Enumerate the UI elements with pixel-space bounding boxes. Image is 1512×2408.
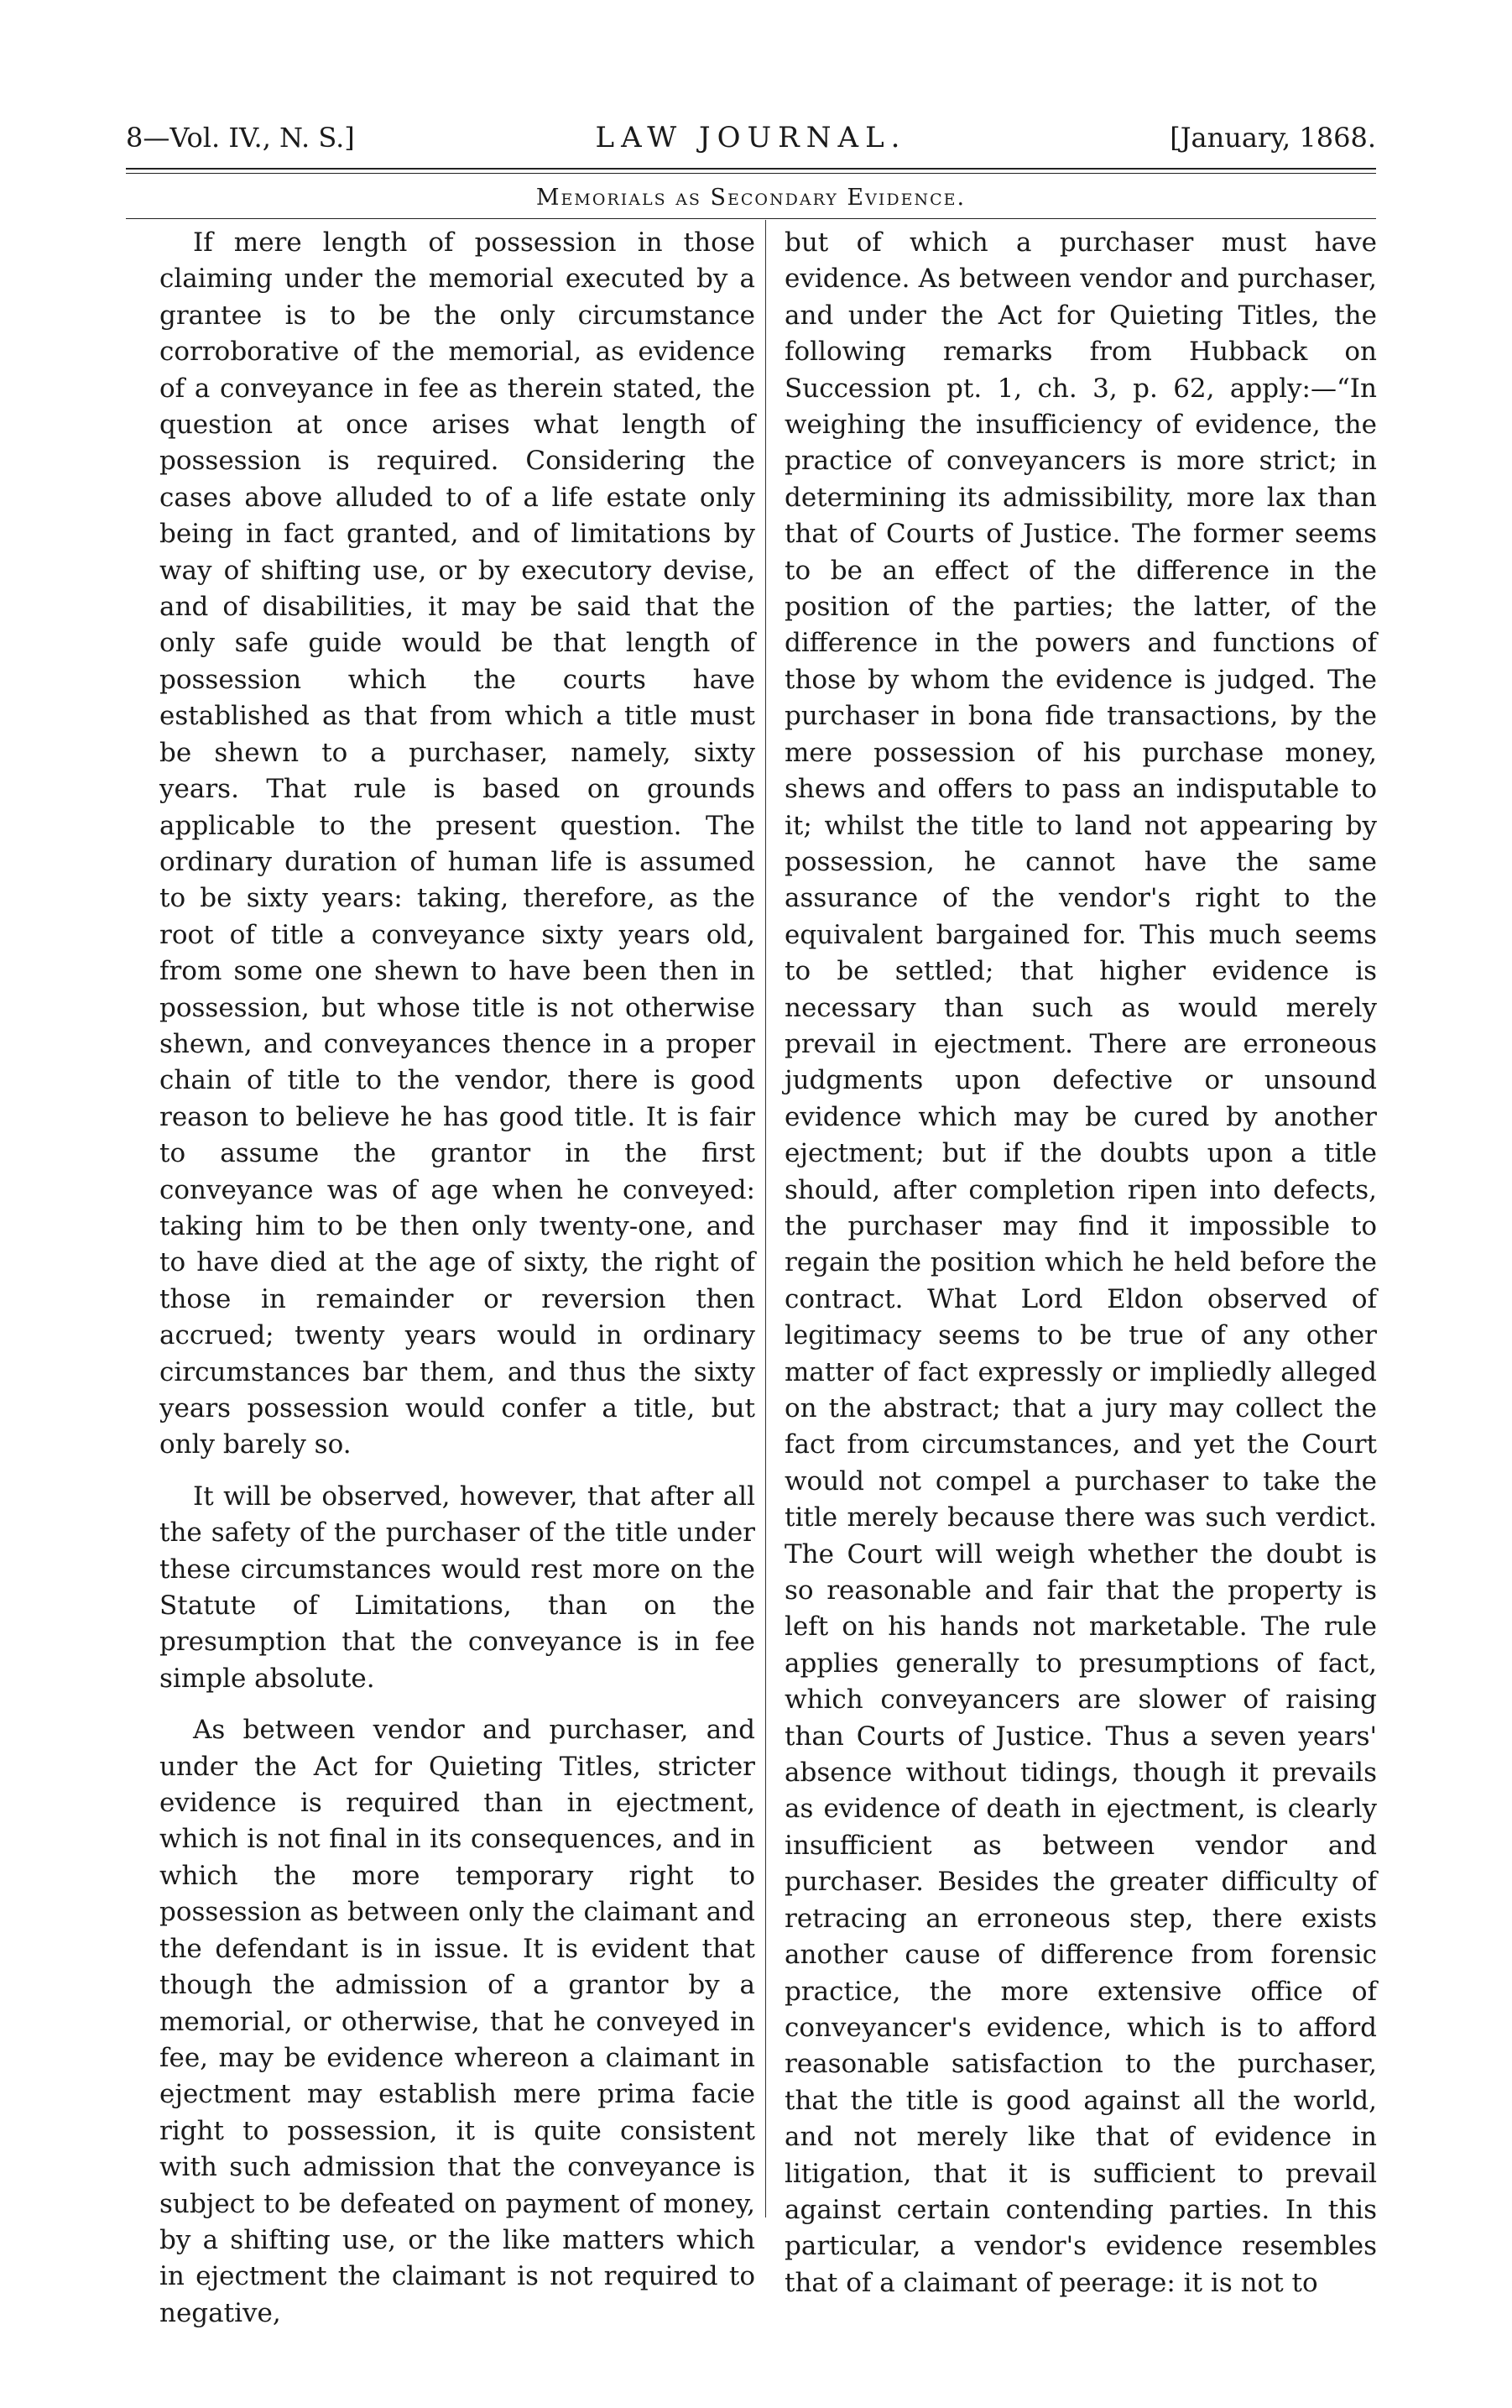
section-title-rule xyxy=(126,218,1376,219)
header-rule-thin xyxy=(126,173,1376,174)
issue-date: [January, 1868. xyxy=(1170,122,1376,154)
paragraph: As between vendor and purchaser, and under the Act for Quieting Titles, stricter evidence is required than in ejectment, which is not final in its consequences, and in which the more temporary right to possession as between only the claimant and the defendant is in issue. It is evident that though the admission of a grantor by a memorial, or otherwise, that he conveyed in fee, may be evidence whereon a claimant in ejectment may establish mere prima facie right to possession, it is quite consistent with such admission that the conveyance is subject to be defeated on payment of money, by a shifting use, or the like matters which in ejectment the claimant is not required to negative, xyxy=(159,1715,755,2328)
section-title: Memorials as Secondary Evidence. xyxy=(535,185,967,211)
paragraph: but of which a purchaser must have evidence. As between vendor and purchaser, and under the Act for Quieting Titles, the following remarks from Hubback on Succession pt. 1, ch. 3, p. 62, apply:—“In weighing the insufficiency of evidence, the practice of conveyancers is more strict; in determining its admissibility, more lax than that of Courts of Justice. The former seems to be an effect of the difference in the position of the parties; the latter, of the difference in the powers and functions of those by whom the evidence is judged. The purchaser in bona fide transactions, by the mere possession of his purchase money, shews and offers to pass an indisputable to it; whilst the title to land not appearing by possession, he cannot have the same assurance of the vendor's right to the equivalent bargained for. This much seems to be settled; that higher evidence is necessary than such as would merely prevail in ejectment. There are erroneous judgments upon defective or unsound evidence which may be cured by another ejectment; but if the doubts upon a title should, after completion ripen into defects, the purchaser may find it impossible to regain the position which he held before the contract. What Lord Eldon observed of legitimacy seems to be true of any other matter of fact expressly or impliedly alleged on the abstract; that a jury may collect the fact from circumstances, and yet the Court would not compel a purchaser to take the title merely because there was such verdict. The Court will weigh whether the doubt is so reasonable and fair that the property is left on his hands not marketable. The rule applies generally to presumptions of fact, which conveyancers are slower of raising than Courts of Justice. Thus a seven years' absence without tidings, though it prevails as evidence of death in ejectment, is clearly insufficient as between vendor and purchaser. Besides the greater difficulty of retracing an erroneous step, there exists another cause of difference from forensic practice, the more extensive office of conveyancer's evidence, which is to afford reasonable satisfaction to the purchaser, that the title is good against all the world, and not merely like that of evidence in litigation, that it is sufficient to prevail against certain contending parties. In this particular, a vendor's evidence resembles that of a claimant of peerage: it is not to xyxy=(785,227,1377,2298)
volume-label: 8—Vol. IV., N. S.] xyxy=(126,122,355,154)
right-column xyxy=(785,225,1377,2317)
paragraph: It will be observed, however, that after all the safety of the purchaser of the title under these circumstances would rest more on the Statute of Limitations, than on the presumption that the conveyance is in fee simple absolute. xyxy=(159,1481,755,1694)
running-header xyxy=(126,116,1376,159)
column-divider xyxy=(765,220,766,2217)
paragraph: If mere length of possession in those claiming under the memorial executed by a grantee is to be the only circumstance corroborative of the memorial, as evidence of a conveyance in fee as therein stated, the question at once arises what length of possession is required. Considering the cases above alluded to of a life estate only being in fact granted, and of limitations by way of shifting use, or by executory devise, and of disabilities, it may be said that the only safe guide would be that length of possession which the courts have established as that from which a title must be shewn to a purchaser, namely, sixty years. That rule is based on grounds applicable to the present question. The ordinary duration of human life is assumed to be sixty years: taking, therefore, as the root of title a conveyance sixty years old, from some one shewn to have been then in possession, but whose title is not otherwise shewn, and conveyances thence in a proper chain of title to the vendor, there is good reason to believe he has good title. It is fair to assume the grantor in the first conveyance was of age when he conveyed: taking him to be then only twenty-one, and to have died at the age of sixty, the right of those in remainder or reversion then accrued; twenty years would in ordinary circumstances bar them, and thus the sixty years possession would confer a title, but only barely so. xyxy=(159,227,755,1460)
journal-title: LAW JOURNAL. xyxy=(595,121,907,154)
left-column xyxy=(159,225,755,2347)
header-rule-thick xyxy=(126,168,1376,170)
